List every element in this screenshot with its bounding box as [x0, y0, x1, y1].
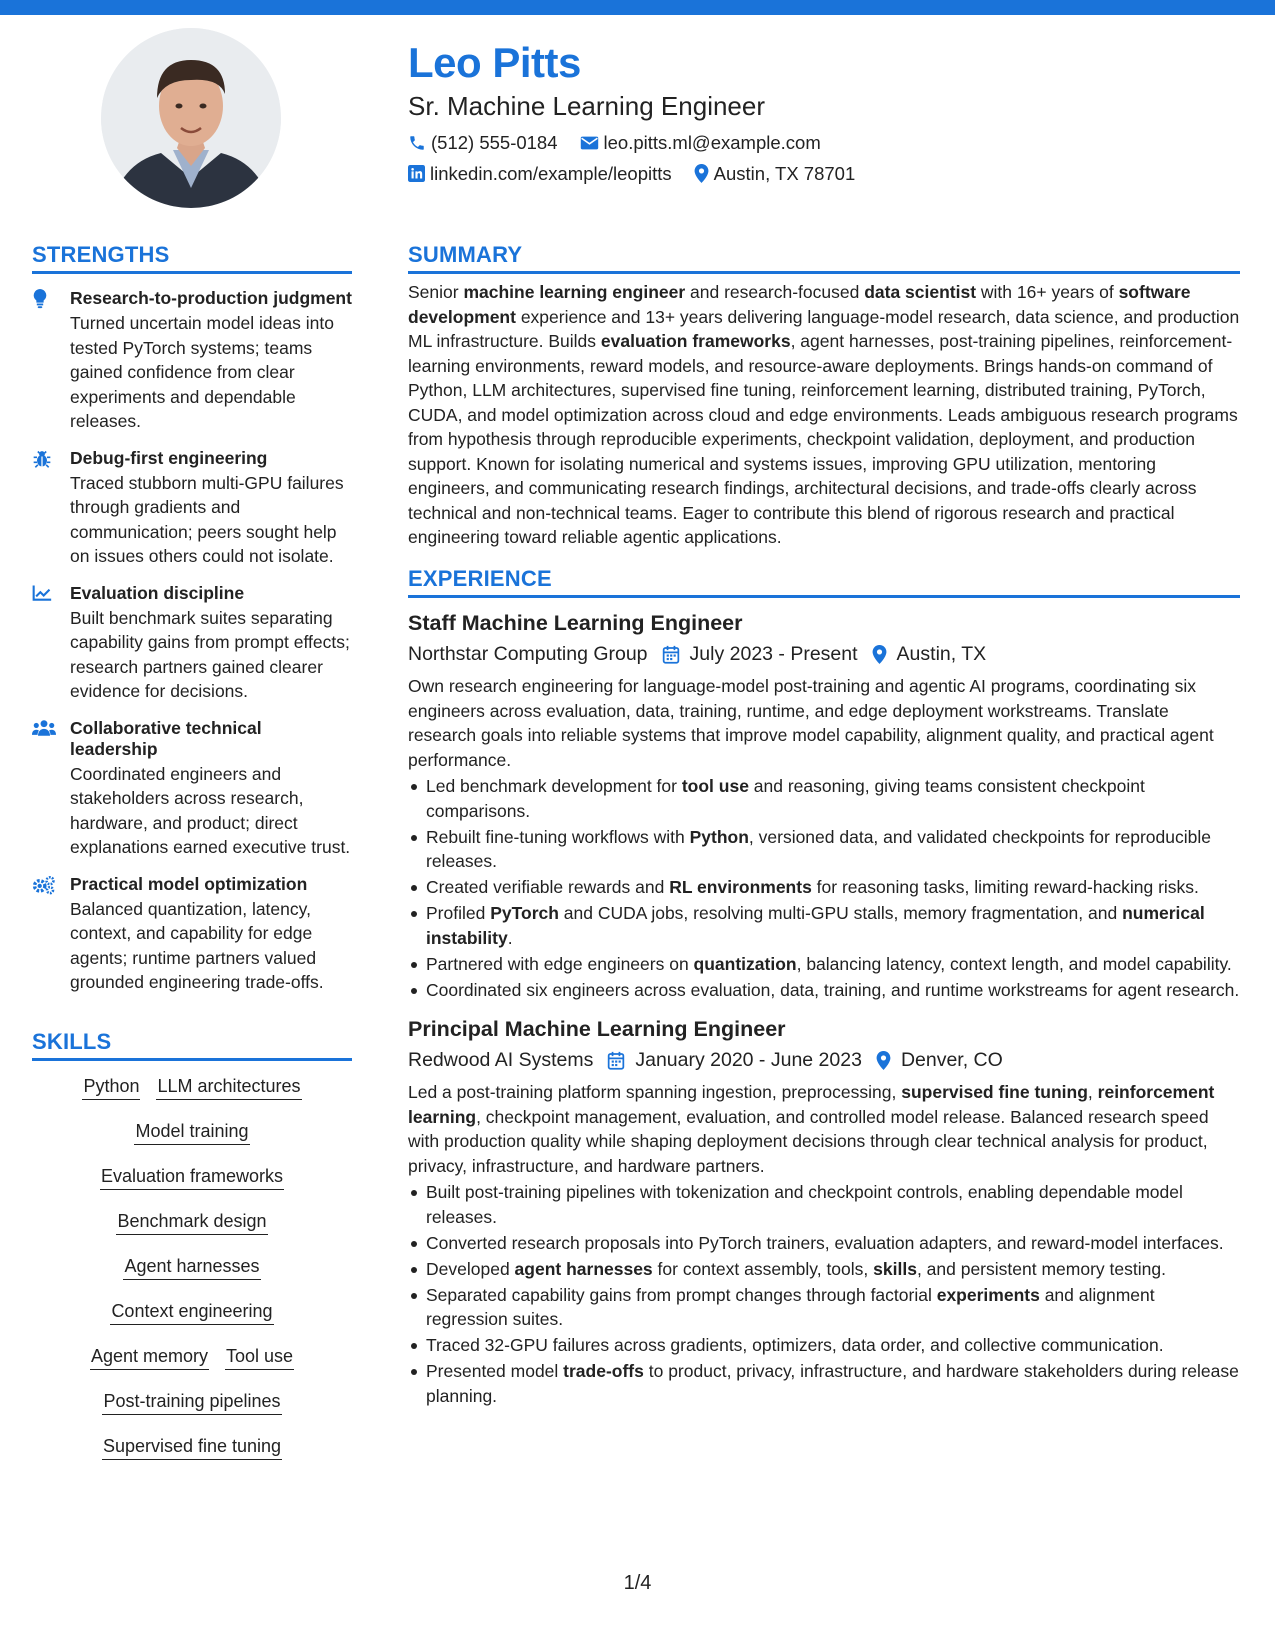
bold-keyword: evaluation frameworks	[600, 331, 791, 352]
text-run: Rebuilt fine-tuning workflows with	[426, 826, 690, 847]
users-icon	[32, 718, 70, 860]
job-location	[876, 1049, 1003, 1072]
text-run: with 16+ years of	[976, 282, 1119, 303]
envelope-icon	[580, 135, 599, 151]
lightbulb-icon	[32, 288, 70, 434]
bold-keyword: machine learning engineer	[463, 282, 686, 303]
text-run: , versioned data, and validated checkpoints for reproducible releases.	[426, 826, 1211, 872]
text-run: and research-focused	[685, 282, 865, 303]
location-contact	[694, 163, 856, 185]
right-column	[408, 242, 1240, 1410]
bold-keyword: skills	[873, 1258, 917, 1279]
skill-tag: Python	[82, 1075, 140, 1100]
job-dates-text: July 2023 - Present	[689, 642, 858, 665]
skill-row	[32, 1345, 352, 1390]
bullet-item	[408, 1257, 1240, 1282]
job-meta	[408, 640, 1240, 668]
bold-keyword: RL environments	[669, 877, 812, 898]
text-run: for context assembly, tools,	[652, 1258, 874, 1279]
text-run: Partnered with edge engineers on	[426, 953, 694, 974]
job-company: Northstar Computing Group	[408, 642, 648, 665]
text-run: , checkpoint management, evaluation, and controlled model release. Balanced research speed with production quality while shaping deployment decisions through clear technical analysis for product, privacy, infrastructure, and hardware partners.	[408, 1106, 1209, 1176]
skill-row	[32, 1435, 352, 1480]
experience-heading: EXPERIENCE	[408, 566, 1240, 598]
skill-tag: Benchmark design	[116, 1210, 267, 1235]
text-run: Profiled	[426, 903, 491, 924]
strength-item	[32, 288, 352, 434]
job-location-text: Denver, CO	[900, 1048, 1003, 1071]
text-run: and CUDA jobs, resolving multi-GPU stalls, memory fragmentation, and	[558, 903, 1123, 924]
calendar-icon	[607, 1051, 625, 1070]
text-run: and reasoning, giving teams consistent checkpoint comparisons.	[426, 776, 1145, 821]
skill-tag: LLM architectures	[156, 1075, 301, 1100]
text-run: Led a post-training platform spanning ingestion, preprocessing,	[408, 1082, 902, 1103]
text-run: experience and 13+ years delivering language-model research, data science, and production ML infrastructure. Builds	[408, 306, 1240, 352]
skill-tag: Evaluation frameworks	[100, 1165, 284, 1190]
job-meta	[408, 1046, 1240, 1074]
bug-icon	[32, 448, 70, 569]
strength-title: Evaluation discipline	[70, 582, 245, 603]
job-title: Staff Machine Learning Engineer	[408, 611, 743, 636]
skill-row	[32, 1120, 352, 1165]
text-run: Converted research proposals into PyTorch trainers, evaluation adapters, and reward-model interfaces.	[426, 1232, 1224, 1253]
strength-desc: Turned uncertain model ideas into tested PyTorch systems; teams gained confidence from clear experiments and dependable releases.	[70, 313, 334, 432]
bullet-item	[408, 1180, 1240, 1229]
bold-keyword: PyTorch	[490, 903, 559, 924]
bold-keyword: tool use	[681, 776, 749, 797]
bold-keyword: numerical instability	[426, 903, 1205, 948]
text-run: Built post-training pipelines with tokenization and checkpoint controls, enabling dependable model releases.	[426, 1182, 1183, 1227]
resume-header	[408, 40, 1238, 185]
text-run: to product, privacy, infrastructure, and hardware stakeholders during release planning.	[426, 1361, 1239, 1406]
bold-keyword: trade-offs	[563, 1361, 644, 1382]
linkedin-icon	[408, 165, 425, 182]
skill-row	[32, 1390, 352, 1435]
skill-row	[32, 1300, 352, 1345]
text-run: Coordinated six engineers across evaluation, data, training, and runtime workstreams for agent research.	[426, 979, 1240, 1000]
page-number: 1/4	[623, 1572, 652, 1594]
bullet-item	[408, 901, 1240, 950]
map-pin-icon	[876, 1051, 891, 1070]
job-entry	[408, 1016, 1240, 1408]
bullet-item	[408, 1283, 1240, 1332]
bold-keyword: experiments	[936, 1284, 1040, 1305]
candidate-title: Sr. Machine Learning Engineer	[408, 91, 766, 122]
job-desc	[408, 1080, 1240, 1178]
text-run: Led benchmark development for	[426, 776, 682, 797]
bullet-item	[408, 774, 1240, 823]
job-entry	[408, 610, 1240, 1002]
job-dates	[607, 1049, 862, 1072]
bold-keyword: Python	[689, 826, 749, 847]
email-text: leo.pitts.ml@example.com	[603, 131, 821, 153]
text-run: and alignment regression suites.	[426, 1284, 1155, 1330]
top-accent-bar	[0, 0, 1275, 15]
contact-row-1	[408, 132, 1238, 154]
skill-row	[32, 1210, 352, 1255]
left-column	[32, 242, 352, 1480]
skill-tag: Agent memory	[90, 1345, 209, 1370]
strength-desc: Balanced quantization, latency, context, and capability for edge agents; runtime partners valued grounded engineering trade-offs.	[70, 898, 324, 993]
chart-line-icon	[32, 583, 70, 704]
bold-keyword: data scientist	[864, 282, 977, 303]
skill-row	[32, 1075, 352, 1120]
job-dates	[662, 643, 858, 666]
map-pin-icon	[694, 164, 709, 183]
text-run: for reasoning tasks, limiting reward-hacking risks.	[811, 877, 1199, 898]
bold-keyword: reinforcement learning	[408, 1082, 1215, 1127]
bullet-item	[408, 875, 1240, 900]
job-location-text: Austin, TX	[896, 642, 987, 665]
skill-tag: Tool use	[225, 1345, 294, 1370]
text-run: Created verifiable rewards and	[426, 877, 670, 898]
strength-item	[32, 583, 352, 704]
strength-title: Practical model optimization	[70, 873, 308, 894]
bullet-item	[408, 978, 1240, 1003]
phone-icon	[408, 134, 426, 152]
map-pin-icon	[872, 645, 887, 664]
strength-title: Debug-first engineering	[70, 447, 268, 468]
bold-keyword: supervised fine tuning	[901, 1082, 1088, 1103]
summary-heading: SUMMARY	[408, 242, 1240, 274]
bullet-item	[408, 1231, 1240, 1256]
profile-photo	[101, 28, 281, 208]
job-desc	[408, 674, 1240, 772]
location-text: Austin, TX 78701	[713, 162, 856, 184]
bold-keyword: quantization	[693, 953, 797, 974]
text-run: , and persistent memory testing.	[916, 1258, 1166, 1279]
bullet-item	[408, 1359, 1240, 1408]
job-bullets	[408, 774, 1240, 1002]
skill-tag: Model training	[134, 1120, 249, 1145]
strength-desc: Traced stubborn multi-GPU failures through gradients and communication; peers sought help on issues others could not isolate.	[70, 472, 344, 567]
strength-item	[32, 448, 352, 569]
skill-tag: Post-training pipelines	[102, 1390, 281, 1415]
text-run: , balancing latency, context length, and model capability.	[796, 953, 1232, 974]
job-dates-text: January 2020 - June 2023	[635, 1048, 862, 1071]
cogs-icon	[32, 874, 70, 995]
phone-contact[interactable]	[408, 132, 558, 154]
skill-row	[32, 1165, 352, 1210]
strength-desc: Built benchmark suites separating capability gains from prompt effects; research partners gained clearer evidence for decisions.	[70, 607, 350, 702]
job-title: Principal Machine Learning Engineer	[408, 1017, 786, 1042]
strength-item	[32, 718, 352, 860]
skill-tag: Agent harnesses	[123, 1255, 260, 1280]
calendar-icon	[662, 645, 680, 664]
text-run: .	[507, 927, 513, 948]
candidate-name: Leo Pitts	[408, 39, 581, 86]
linkedin-contact[interactable]	[408, 163, 672, 185]
job-bullets	[408, 1180, 1240, 1408]
strengths-heading: STRENGTHS	[32, 242, 352, 274]
contact-row-2	[408, 163, 1238, 185]
phone-text: (512) 555-0184	[431, 131, 558, 153]
job-location	[872, 643, 987, 666]
text-run: Senior	[408, 282, 464, 303]
bullet-item	[408, 952, 1240, 977]
text-run: Developed	[426, 1258, 515, 1279]
skill-tag: Context engineering	[110, 1300, 273, 1325]
skills-list	[32, 1075, 352, 1480]
bold-keyword: agent harnesses	[514, 1258, 653, 1279]
bold-keyword: software development	[408, 282, 1191, 327]
strength-title: Collaborative technical leadership	[70, 717, 262, 759]
text-run: Own research engineering for language-model post-training and agentic AI programs, coordinating six engineers across evaluation, data, training, runtime, and edge deployment workstreams. Translate research goals into reliable systems that improve model capability, alignment quality, and practical agent performance.	[408, 676, 1214, 770]
skills-heading: SKILLS	[32, 1029, 352, 1061]
text-run: , agent harnesses, post-training pipelines, reinforcement-learning environments, reward models, and resource-aware deployments. Brings hands-on command of Python, LLM architectures, supervised fine tuning, reinforcement learning, distributed training, PyTorch, CUDA, and model optimization across cloud and edge environments. Leads ambiguous research programs from hypothesis through reproducible experiments, checkpoint validation, deployment, and production support. Known for isolating numerical and systems issues, improving GPU utilization, mentoring engineers, and communicating research findings, architectural decisions, and trade-offs clearly across technical and non-technical teams. Eager to contribute this blend of rigorous research and practical engineering toward reliable agentic applications.	[408, 331, 1238, 548]
skill-row	[32, 1255, 352, 1300]
email-contact[interactable]	[580, 132, 821, 154]
skill-tag: Supervised fine tuning	[102, 1435, 282, 1460]
bullet-item	[408, 825, 1240, 874]
strength-desc: Coordinated engineers and stakeholders across research, hardware, and product; direct explanations earned executive trust.	[70, 763, 351, 858]
strength-item	[32, 874, 352, 995]
text-run: Presented model	[426, 1361, 564, 1382]
linkedin-text: linkedin.com/example/leopitts	[430, 162, 672, 184]
text-run: Traced 32-GPU failures across gradients, optimizers, data order, and collective communication.	[426, 1335, 1164, 1356]
bullet-item	[408, 1333, 1240, 1358]
summary-text	[408, 280, 1240, 550]
text-run: ,	[1087, 1082, 1098, 1103]
strength-title: Research-to-production judgment	[70, 288, 352, 309]
text-run: Separated capability gains from prompt changes through factorial	[426, 1284, 937, 1305]
job-company: Redwood AI Systems	[408, 1048, 594, 1071]
